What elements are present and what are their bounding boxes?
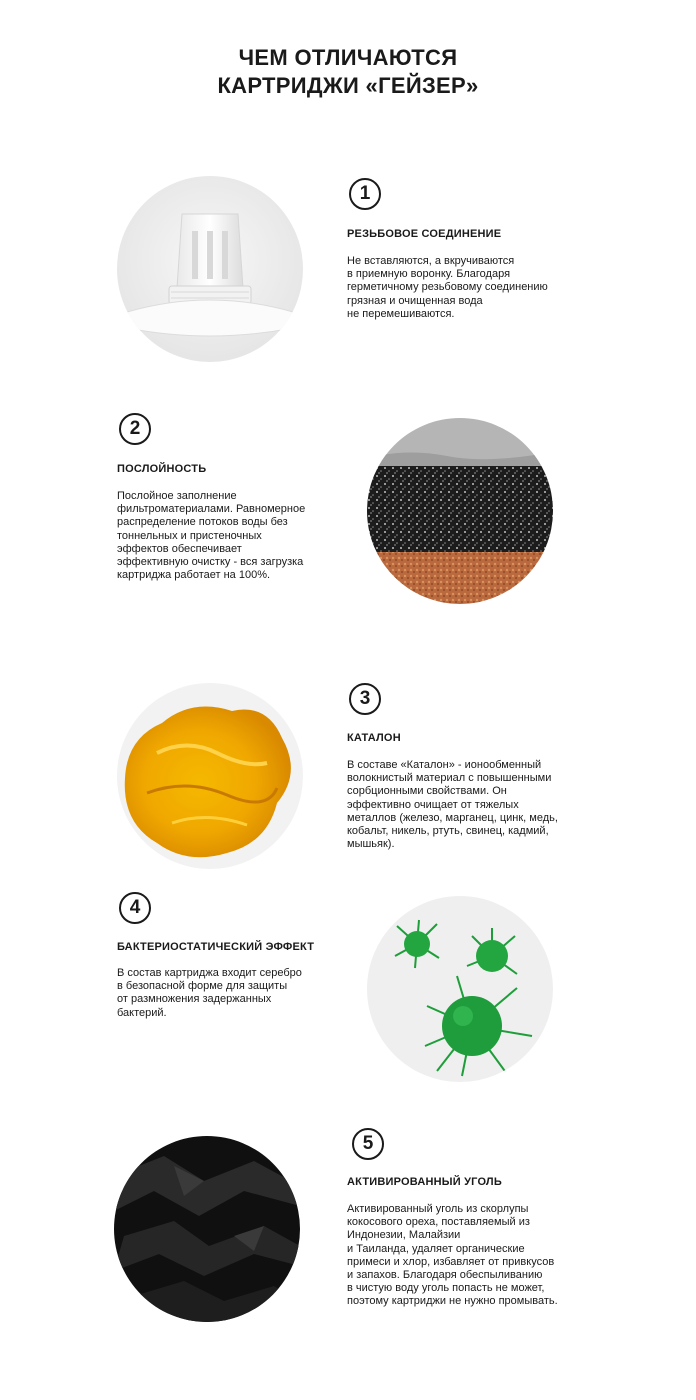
feature-text-5: Активированный уголь из скорлупы кокосового ореха, поставляемый из Индонезии, Малайзии и Таиланда, удаляет органические примеси и хлор, избавляет от привкусов и запахов. Благодаря обеспыливанию в чистую воду уголь попасть не может, поэтому картриджи не нужно промывать.	[347, 1203, 558, 1308]
feature-number-5: 5	[352, 1128, 384, 1160]
charcoal-image	[114, 1136, 300, 1322]
feature-heading-5: АКТИВИРОВАННЫЙ УГОЛЬ	[347, 1176, 502, 1188]
feature-heading-1: РЕЗЬБОВОЕ СОЕДИНЕНИЕ	[347, 228, 502, 240]
feature-text-3: В составе «Каталон» - ионообменный волокнистый материал с повышенными сорбционными свойствами. Он эффективно очищает от тяжелых металлов (железо, марганец, цинк, медь, кобальт, никель, ртуть, свинец, кадмий, мышьяк).	[347, 759, 558, 851]
feature-text-1: Не вставляются, а вкручиваются в приемную воронку. Благодаря герметичному резьбовому соединению грязная и очищенная вода не перемешиваются.	[347, 255, 548, 320]
yellow-fiber-image	[117, 683, 303, 869]
feature-number-2: 2	[119, 413, 151, 445]
feature-number-1: 1	[349, 178, 381, 210]
page-title	[0, 44, 696, 100]
feature-text-4: В состав картриджа входит серебро в безопасной форме для защиты от размножения задержанных бактерий.	[117, 967, 302, 1019]
green-bacteria-image	[367, 896, 553, 1082]
feature-heading-2: ПОСЛОЙНОСТЬ	[117, 463, 207, 475]
feature-number-4: 4	[119, 892, 151, 924]
title-line-2: КАРТРИДЖИ «ГЕЙЗЕР»	[217, 73, 479, 98]
feature-heading-3: КАТАЛОН	[347, 732, 401, 744]
feature-heading-4: БАКТЕРИОСТАТИЧЕСКИЙ ЭФФЕКТ	[117, 941, 315, 953]
filter-layers-image	[367, 418, 553, 604]
cartridge-thread-image	[117, 176, 303, 362]
feature-number-3: 3	[349, 683, 381, 715]
feature-text-2: Послойное заполнение фильтроматериалами. Равномерное распределение потоков воды без тоннельных и пристеночных эффектов обеспечивает эффективную очистку - вся загрузка картриджа работает на 100%.	[117, 490, 306, 582]
title-line-1: ЧЕМ ОТЛИЧАЮТСЯ	[238, 45, 458, 70]
